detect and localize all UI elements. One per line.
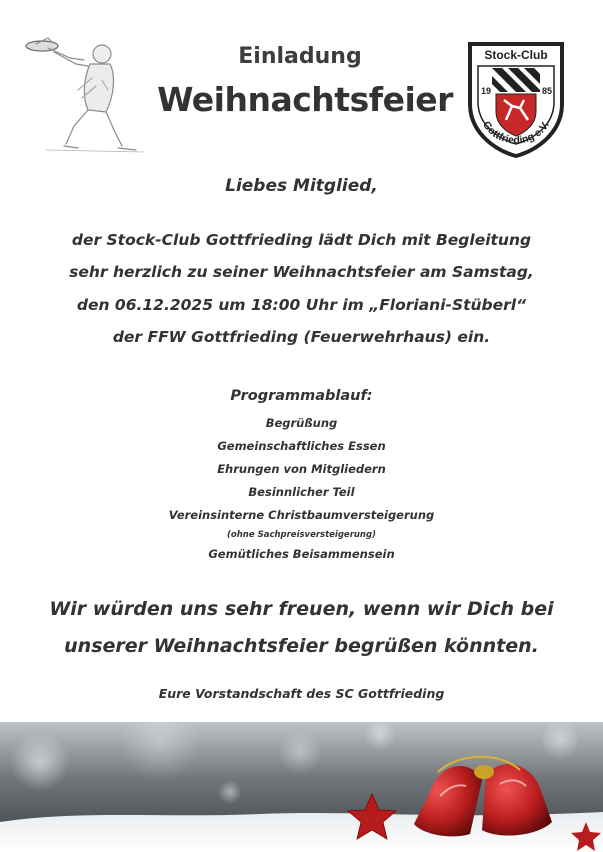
logo-top-text: Stock-Club (484, 48, 548, 62)
program-item-6: Gemütliches Beisammensein (208, 547, 395, 561)
logo-left-number: 19 (480, 86, 492, 96)
program-item-4: Besinnlicher Teil (248, 485, 355, 499)
program-item-1: Begrüßung (265, 416, 338, 430)
closing-line-1: Wir würden uns sehr freuen, wenn wir Dich bei (49, 598, 554, 620)
title-einladung: Einladung (238, 44, 362, 69)
christmas-ornaments-banner (0, 722, 603, 852)
program-item-3: Ehrungen von Mitgliedern (217, 462, 386, 476)
closing-line-2: unserer Weihnachtsfeier begrüßen könnten. (64, 635, 539, 657)
program-item-note: (ohne Sachpreisversteigerung) (227, 530, 376, 540)
invitation-line-3: den 06.12.2025 um 18:00 Uhr im „Floriani-Stüberl“ (76, 296, 527, 314)
greeting: Liebes Mitglied, (225, 176, 378, 196)
logo-right-number: 85 (541, 86, 553, 96)
curling-player-sketch-icon (18, 30, 148, 155)
invitation-line-2: sehr herzlich zu seiner Weihnachtsfeier am Samstag, (69, 263, 534, 281)
logo-bottom-text: Gottfrieding e.V. (480, 119, 552, 147)
signature: Eure Vorstandschaft des SC Gottfrieding (158, 686, 445, 701)
club-logo-icon (466, 40, 566, 158)
program-item-5: Vereinsinterne Christbaumversteigerung (168, 508, 435, 522)
page-title: Weihnachtsfeier (157, 80, 453, 119)
program-item-2: Gemeinschaftliches Essen (217, 439, 386, 453)
invitation-line-4: der FFW Gottfrieding (Feuerwehrhaus) ein. (112, 328, 491, 346)
invitation-line-1: der Stock-Club Gottfrieding lädt Dich mit Begleitung (71, 231, 532, 249)
program-title: Programmablauf: (230, 388, 373, 404)
